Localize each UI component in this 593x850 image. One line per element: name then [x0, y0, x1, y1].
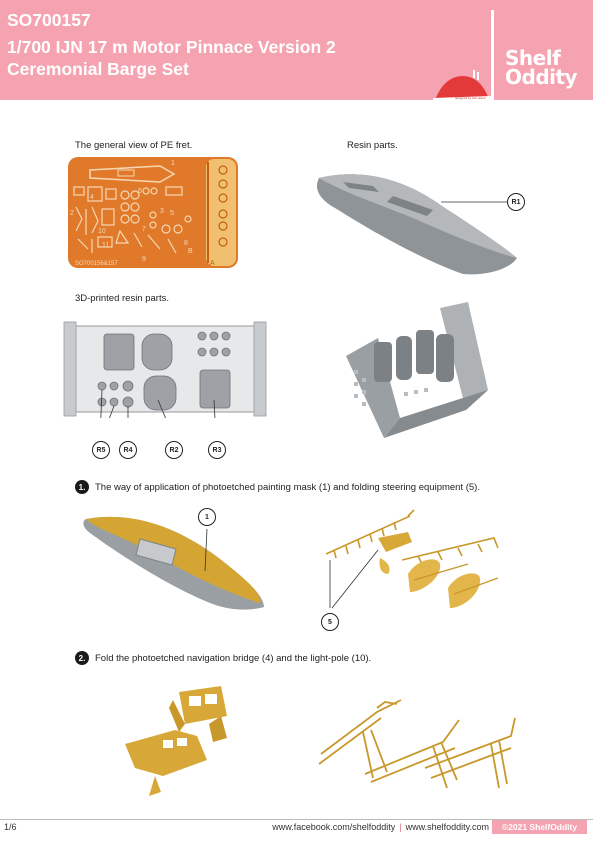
- step-2-number: 2.: [75, 651, 89, 665]
- printed-parts-label: 3D-printed resin parts.: [75, 293, 169, 304]
- product-title: 1/700 IJN 17 m Motor Pinnace Version 2: [7, 37, 336, 57]
- fret-part-3: 3: [160, 208, 164, 215]
- fret-part-2: 2: [70, 210, 74, 217]
- product-subtitle: Ceremonial Barge Set: [7, 59, 189, 79]
- product-code: SO700157: [7, 10, 91, 30]
- hull-with-mask-illustration: [80, 505, 270, 620]
- fret-part-4: 4: [90, 194, 94, 201]
- callout-1: 1: [198, 508, 216, 526]
- fret-part-8: 8: [184, 240, 188, 247]
- fret-part-9: 9: [142, 256, 146, 263]
- footer-separator: |: [399, 822, 402, 832]
- pe-fret-illustration: [68, 157, 238, 268]
- callout-r3: R3: [208, 441, 226, 459]
- website-link[interactable]: www.shelfoddity.com: [405, 822, 489, 832]
- brand-logo-line2: Oddity: [505, 65, 578, 89]
- header-divider: [491, 10, 494, 100]
- fret-part-a: A: [210, 260, 215, 267]
- designer-logo-icon: [433, 66, 491, 100]
- callout-r1: R1: [507, 193, 525, 211]
- navigation-bridge-illustration: [115, 680, 245, 805]
- steering-equipment-illustration: [318, 508, 518, 633]
- fret-part-5: 5: [170, 210, 174, 217]
- printed-parts-render: [340, 298, 495, 443]
- designer-credit: designed by Ace Hsieh: [455, 96, 486, 100]
- step-1: [75, 480, 480, 494]
- fret-part-11: 11: [102, 242, 110, 249]
- resin-hull-illustration: [313, 160, 523, 285]
- fret-part-1: 1: [171, 160, 175, 167]
- resin-parts-label: Resin parts.: [347, 140, 398, 151]
- step-1-text: The way of application of photoetched painting mask (1) and folding steering equipment (5).: [95, 481, 480, 493]
- fret-code: SO700156&157: [75, 261, 118, 267]
- copyright-badge: ©2021 ShelfOddity: [492, 820, 587, 834]
- footer-links: [272, 822, 489, 832]
- fret-part-6: 6: [138, 188, 142, 195]
- step-2-text: Fold the photoetched navigation bridge (4) and the light-pole (10).: [95, 652, 372, 664]
- step-1-number: 1.: [75, 480, 89, 494]
- header-banner: [0, 0, 593, 100]
- facebook-link[interactable]: www.facebook.com/shelfoddity: [272, 822, 396, 832]
- page-number: 1/6: [4, 822, 17, 832]
- printed-sprue-illustration: [58, 320, 268, 418]
- callout-r4: R4: [119, 441, 137, 459]
- fret-part-10: 10: [98, 228, 106, 235]
- pe-fret-label: The general view of PE fret.: [75, 140, 193, 151]
- fret-part-7: 7: [142, 226, 146, 233]
- light-pole-illustration: [315, 688, 520, 793]
- callout-r5: R5: [92, 441, 110, 459]
- callout-5: 5: [321, 613, 339, 631]
- step-2: [75, 651, 371, 665]
- brand-logo-line1: Shelf: [505, 46, 561, 70]
- fret-part-b: B: [188, 248, 193, 255]
- callout-r2: R2: [165, 441, 183, 459]
